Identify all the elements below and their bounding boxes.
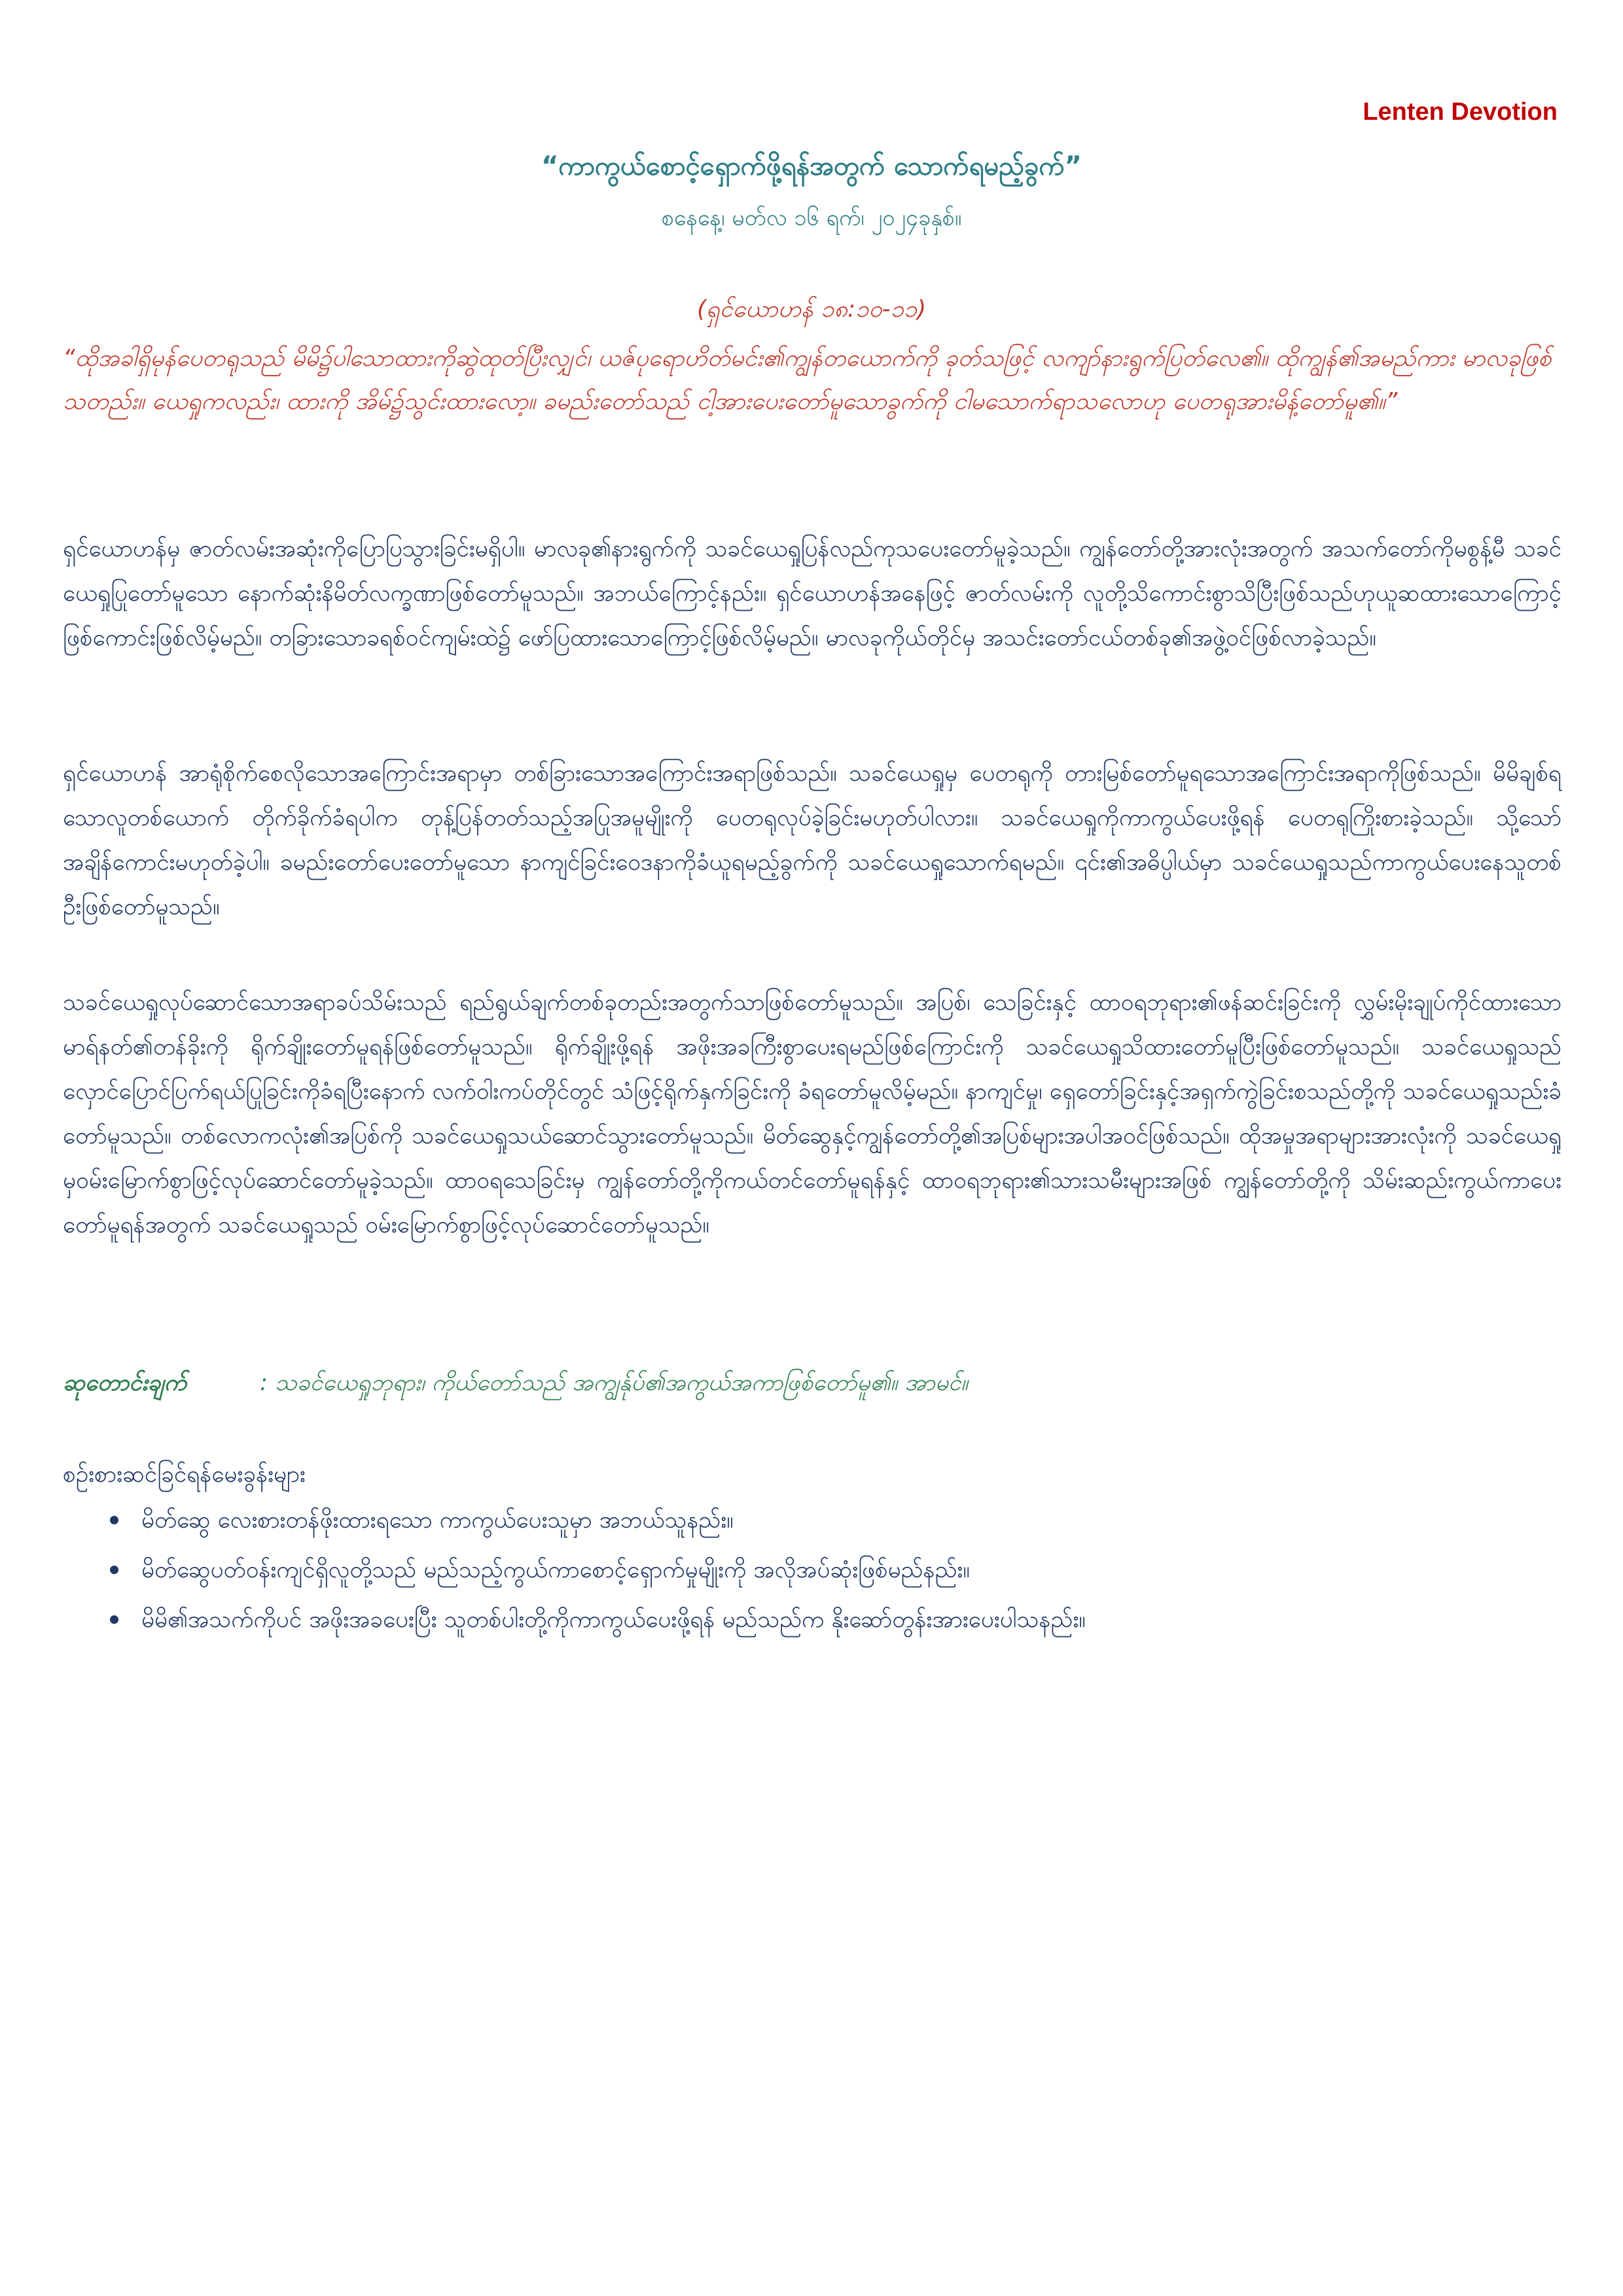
body-paragraph-3: သခင်ယေရှုလုပ်ဆောင်သောအရာခပ်သိမ်းသည် ရည်ရွယ်ချက်တစ်ခုတည်းအတွက်သာဖြစ်တော်မူသည်။ အပြစ်၊ သေခြင်းနှင့် ထာဝရဘုရား၏ဖန်ဆင်းခြင်းကို လွှမ်းမိုးချုပ်ကိုင်ထားသောမာရ်နတ်၏တန်ခိုးကို ရိုက်ချိုးတော်မူရန်ဖြစ်တော်မူသည်။ ရိုက်ချိုးဖို့ရန် အဖိုးအခကြီးစွာပေးရမည်ဖြစ်ကြောင်းကို သခင်ယေရှုသိထားတော်မူပြီးဖြစ်တော်မူသည်။ သခင်ယေရှုသည် လှောင်ပြောင်ပြက်ရယ်ပြုခြင်းကိုခံရပြီးနောက် လက်ဝါးကပ်တိုင်တွင် သံဖြင့်ရိုက်နှက်ခြင်းကို ခံရတော်မူလိမ့်မည်။ နာကျင်မှု၊ ရှေတော်ခြင်းနှင့်အရှက်ကွဲခြင်းစသည်တို့ကို သခင်ယေရှုသည်းခံတော်မူသည်။ တစ်လောကလုံး၏အပြစ်ကို သခင်ယေရှုသယ်ဆောင်သွားတော်မူသည်။ မိတ်ဆွေနှင့်ကျွန်တော်တို့၏အပြစ်များအပါအဝင်ဖြစ်သည်။ ထိုအမှုအရာများအားလုံးကို သခင်ယေရှုမှဝမ်းမြောက်စွာဖြင့်လုပ်ဆောင်တော်မူခဲ့သည်။ ထာဝရသေခြင်းမှ ကျွန်တော်တို့ကိုကယ်တင်တော်မူရန်နှင့် ထာဝရဘုရား၏သားသမီးများအဖြစ် ကျွန်တော်တို့ကို သိမ်းဆည်းကွယ်ကာပေးတော်မူရန်အတွက် သခင်ယေရှုသည် ဝမ်းမြောက်စွာဖြင့်လုပ်ဆောင်တော်မူသည်။ bbox=[63, 990, 1561, 1238]
body-paragraph-1: ရှင်ယောဟန်မှ ဇာတ်လမ်းအဆုံးကိုပြောပြသွားခြင်းမရှိပါ။ မာလခု၏နားရွက်ကို သခင်ယေရှုပြန်လည်ကုသပေးတော်မူခဲ့သည်။ ကျွန်တော်တို့အားလုံးအတွက် အသက်တော်ကိုမစွန့်မီ သခင်ယေရှုပြုတော်မူသော နောက်ဆုံးနိမိတ်လက္ခဏာဖြစ်တော်မူသည်။ အဘယ်ကြောင့်နည်း။ ရှင်ယောဟန်အနေဖြင့် ဇာတ်လမ်းကို လူတို့သိကောင်းစွာသိပြီးဖြစ်သည်ဟုယူဆထားသောကြောင့် ဖြစ်ကောင်းဖြစ်လိမ့်မည်။ တခြားသောခရစ်ဝင်ကျမ်းထဲ၌ ဖော်ပြထားသောကြောင့်ဖြစ်လိမ့်မည်။ မာလခုကိုယ်တိုင်မှ အသင်းတော်ငယ်တစ်ခု၏အဖွဲ့ဝင်ဖြစ်လာခဲ့သည်။ bbox=[63, 536, 1561, 651]
prayer-text: : သခင်ယေရှုဘုရား၊ ကိုယ်တော်သည် အကျွန်ုပ်၏အကွယ်အကာဖြစ်တော်မူ၏။ အာမင်။ bbox=[260, 1370, 968, 1396]
list-item bbox=[63, 1499, 1561, 1542]
questions-heading: စဉ်းစားဆင်ခြင်ရန်မေးခွန်းများ bbox=[63, 1462, 306, 1488]
bullet-icon bbox=[110, 1516, 118, 1524]
bullet-icon bbox=[110, 1566, 118, 1574]
question-text: မိတ်ဆွေပတ်ဝန်းကျင်ရှိလူတို့သည် မည်သည့်ကွယ်ကာစောင့်ရှောက်မှုမျိုးကို အလိုအပ်ဆုံးဖြစ်မည်နည်း။ bbox=[141, 1557, 970, 1583]
bullet-icon bbox=[110, 1615, 118, 1624]
devotion-title: “ကာကွယ်စောင့်ရှောက်ဖို့ရန်အတွက် သောက်ရမည့်ခွက်” bbox=[541, 151, 1082, 181]
list-item bbox=[63, 1549, 1561, 1592]
prayer bbox=[63, 1361, 1561, 1405]
questions-list bbox=[63, 1499, 1561, 1648]
header-label: Lenten Devotion bbox=[1363, 98, 1558, 126]
list-item bbox=[63, 1598, 1561, 1641]
scripture-quote: “ထိုအခါရှိမုန်ပေတရုသည် မိမိ၌ပါသောထားကိုဆွဲထုတ်ပြီးလျှင်၊ ယဇ်ပုရောဟိတ်မင်း၏ကျွန်တယောက်ကို ခုတ်သဖြင့် လကျာ်နားရွက်ပြတ်လေ၏။ ထိုကျွန်၏အမည်ကား မာလခုဖြစ်သတည်း။ ယေရှုကလည်း၊ ထားကို အိမ်၌သွင်းထားလော့။ ခမည်းတော်သည် ငါ့အားပေးတော်မူသောခွက်ကို ငါမသောက်ရာသလောဟု ပေတရုအားမိန့်တော်မူ၏။” bbox=[63, 345, 1552, 415]
question-text: မိမိ၏အသက်ကိုပင် အဖိုးအခပေးပြီး သူတစ်ပါးတို့ကိုကာကွယ်ပေးဖို့ရန် မည်သည်က နိုးဆော်တွန်းအားပေးပါသနည်း။ bbox=[141, 1607, 1086, 1633]
body-paragraph-2: ရှင်ယောဟန် အာရုံစိုက်စေလိုသောအကြောင်းအရာမှာ တစ်ခြားသောအကြောင်းအရာဖြစ်သည်။ သခင်ယေရှုမှ ပေတရုကို တားမြစ်တော်မူရသောအကြောင်းအရာကိုဖြစ်သည်။ မိမိချစ်ရသောလူတစ်ယောက် တိုက်ခိုက်ခံရပါက တုန့်ပြန်တတ်သည့်အပြုအမူမျိုးကို ပေတရုလုပ်ခဲ့ခြင်းမဟုတ်ပါလား။ သခင်ယေရှုကိုကာကွယ်ပေးဖို့ရန် ပေတရုကြိုးစားခဲ့သည်။ သို့သော်အချိန်ကောင်းမဟုတ်ခဲ့ပါ။ ခမည်းတော်ပေးတော်မူသော နာကျင်ခြင်းဝေဒနာကိုခံယူရမည့်ခွက်ကို သခင်ယေရှုသောက်ရမည်။ ၎င်း၏အဓိပ္ပါယ်မှာ သခင်ယေရှုသည်ကာကွယ်ပေးနေသူတစ်ဦးဖြစ်တော်မူသည်။ bbox=[63, 761, 1561, 920]
scripture-reference: (ရှင်ယောဟန် ၁၈:၁၀-၁၁) bbox=[696, 296, 927, 323]
question-text: မိတ်ဆွေ လေးစားတန်ဖိုးထားရသော ကာကွယ်ပေးသူမှာ အဘယ်သူနည်း။ bbox=[141, 1507, 734, 1534]
prayer-label: ဆုတောင်းချက် bbox=[63, 1370, 187, 1396]
devotion-date: စနေနေ့၊ မတ်လ ၁၆ ရက်၊ ၂၀၂၄ခုနှစ်။ bbox=[661, 205, 962, 231]
